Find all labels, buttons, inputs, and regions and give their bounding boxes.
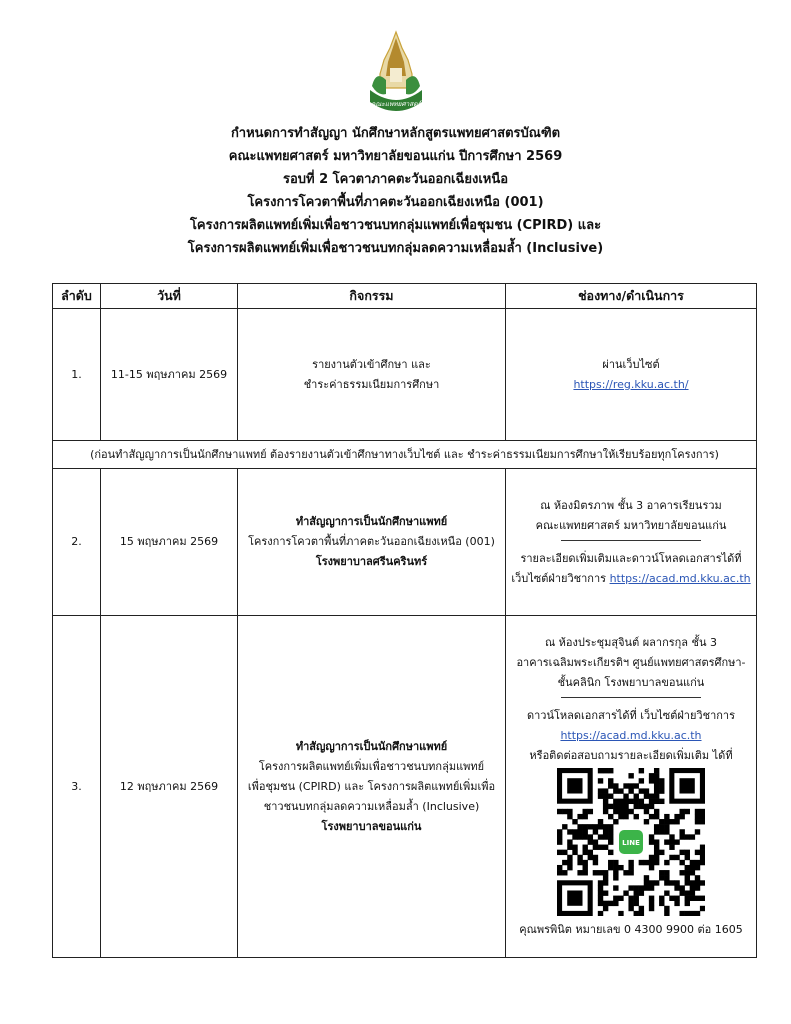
row-activity bbox=[238, 469, 506, 616]
channel-place-line: คณะแพทยศาสตร์ มหาวิทยาลัยขอนแก่น bbox=[535, 518, 727, 532]
table-row bbox=[53, 616, 757, 958]
note-text: (ก่อนทำสัญญาการเป็นนักศึกษาแพทย์ ต้องรายงานตัวเข้าศึกษาทางเว็บไซต์ และ ชำระค่าธรรมเนียมการศึกษาให้เรียบร้อยทุกโครงการ) bbox=[53, 441, 757, 469]
activity-project-line: โครงการผลิตแพทย์เพิ่มเพื่อชาวชนบทกลุ่มแพทย์ bbox=[258, 759, 485, 773]
activity-place: โรงพยาบาลขอนแก่น bbox=[321, 819, 422, 833]
row-activity bbox=[238, 616, 506, 958]
activity-line: ชำระค่าธรรมเนียมการศึกษา bbox=[303, 377, 440, 391]
header-channel: ช่องทาง/ดำเนินการ bbox=[506, 284, 757, 309]
schedule-table bbox=[52, 283, 757, 958]
title-line-1: กำหนดการทำสัญญา นักศึกษาหลักสูตรแพทยศาสตรบัณฑิต bbox=[230, 126, 561, 141]
channel-place-line: ชั้นคลินิก โรงพยาบาลขอนแก่น bbox=[557, 676, 705, 689]
channel-text: ผ่านเว็บไซต์ bbox=[602, 357, 660, 371]
activity-place: โรงพยาบาลศรีนครินทร์ bbox=[315, 555, 428, 568]
channel-download: ดาวน์โหลดเอกสารได้ที่ เว็บไซต์ฝ่ายวิชาการ bbox=[526, 709, 735, 722]
document-title bbox=[0, 122, 791, 260]
header-activity: กิจกรรม bbox=[238, 284, 506, 309]
row-channel bbox=[506, 309, 757, 441]
activity-title: ทำสัญญาการเป็นนักศึกษาแพทย์ bbox=[295, 739, 448, 753]
divider bbox=[561, 697, 701, 698]
acad-website-link[interactable]: https://acad.md.kku.ac.th bbox=[609, 571, 751, 585]
table-row bbox=[53, 469, 757, 616]
channel-place-line: ณ ห้องมิตรภาพ ชั้น 3 อาคารเรียนรวม bbox=[540, 498, 722, 512]
acad-website-link[interactable]: https://acad.md.kku.ac.th bbox=[560, 729, 702, 742]
header-order: ลำดับ bbox=[53, 284, 101, 309]
header-date: วันที่ bbox=[101, 284, 238, 309]
row-activity bbox=[238, 309, 506, 441]
channel-more: รายละเอียดเพิ่มเติมและดาวน์โหลดเอกสารได้ที่ bbox=[520, 551, 742, 565]
title-line-4: โครงการโควตาพื้นที่ภาคตะวันออกเฉียงเหนือ (001) bbox=[247, 195, 544, 210]
row-date: 15 พฤษภาคม 2569 bbox=[101, 469, 238, 616]
activity-project-line: เพื่อชุมชน (CPIRD) และ โครงการผลิตแพทย์เพิ่มเพื่อ bbox=[247, 779, 496, 793]
title-line-5: โครงการผลิตแพทย์เพิ่มเพื่อชาวชนบทกลุ่มแพทย์เพื่อชุมชน (CPIRD) และ bbox=[189, 218, 602, 233]
row-number: 3. bbox=[53, 616, 101, 958]
channel-place-line: อาคารเฉลิมพระเกียรติฯ ศูนย์แพทยศาสตรศึกษา- bbox=[516, 656, 746, 669]
row-date: 12 พฤษภาคม 2569 bbox=[101, 616, 238, 958]
line-qr-code[interactable] bbox=[557, 768, 705, 916]
title-line-6: โครงการผลิตแพทย์เพิ่มเพื่อชาวชนบทกลุ่มลดความเหลื่อมล้ำ (Inclusive) bbox=[187, 241, 604, 256]
table-row bbox=[53, 309, 757, 441]
row-number: 1. bbox=[53, 309, 101, 441]
table-header-row bbox=[53, 284, 757, 309]
activity-title: ทำสัญญาการเป็นนักศึกษาแพทย์ bbox=[295, 515, 448, 528]
row-date: 11-15 พฤษภาคม 2569 bbox=[101, 309, 238, 441]
channel-more-2: เว็บไซต์ฝ่ายวิชาการ bbox=[511, 571, 607, 585]
channel-contact: หรือติดต่อสอบถามรายละเอียดเพิ่มเติม ได้ที่ bbox=[529, 749, 733, 762]
line-icon-label: LINE bbox=[622, 839, 640, 847]
logo-text: คณะแพทยศาสตร์ bbox=[371, 100, 421, 108]
contact-person: คุณพรพินิต หมายเลข 0 4300 9900 ต่อ 1605 bbox=[519, 923, 743, 936]
activity-project-line: ชาวชนบทกลุ่มลดความเหลื่อมล้ำ (Inclusive) bbox=[263, 799, 480, 813]
activity-project: โครงการโควตาพื้นที่ภาคตะวันออกเฉียงเหนือ (001) bbox=[248, 535, 495, 548]
reg-website-link[interactable]: https://reg.kku.ac.th/ bbox=[573, 377, 689, 391]
row-number: 2. bbox=[53, 469, 101, 616]
row-channel bbox=[506, 469, 757, 616]
row-channel bbox=[506, 616, 757, 958]
divider bbox=[561, 540, 701, 541]
table-note-row bbox=[53, 441, 757, 469]
channel-place-line: ณ ห้องประชุมสุจินต์ ผลากรกุล ชั้น 3 bbox=[544, 636, 718, 649]
title-line-3: รอบที่ 2 โควตาภาคตะวันออกเฉียงเหนือ bbox=[282, 172, 509, 187]
title-line-2: คณะแพทยศาสตร์ มหาวิทยาลัยขอนแก่น ปีการศึกษา 2569 bbox=[228, 149, 563, 164]
activity-line: รายงานตัวเข้าศึกษา และ bbox=[312, 357, 431, 371]
faculty-logo bbox=[366, 30, 426, 120]
